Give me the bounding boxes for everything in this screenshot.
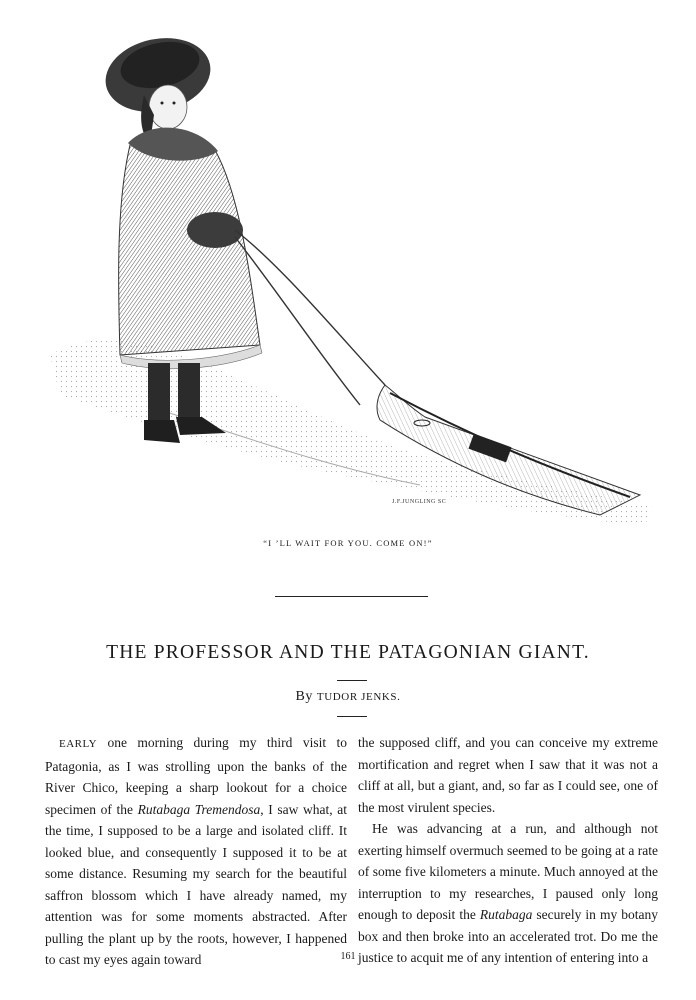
plant-name: Rutabaga Tremendosa (137, 801, 261, 817)
illustration-caption: “I ’LL WAIT FOR YOU. COME ON!” (263, 538, 433, 548)
paragraph-text: securely in my botany box and then broke into an accelerated trot. Do me the justice to acquit me of any intention of entering into a (358, 907, 658, 965)
page-number: 161 (340, 951, 356, 962)
paragraph (358, 818, 658, 969)
title-rule (337, 680, 367, 681)
paragraph-text: , I saw what, at the time, I supposed to be a large and isolated cliff. It looked blue, and consequently I supposed it to be at some distance. Resuming my search for the beautiful saffron blossom which I have already named, my attention was for some moments abstracted. After pulling the plant up by the roots, however, I happened to cast my eyes again toward (45, 801, 347, 967)
engraver-signature: J.F.JUNGLING SC (392, 499, 447, 505)
paragraph: the supposed cliff, and you can conceive my extreme mortification and regret when I saw that it was not a cliff at all, but a giant, and, so far as I could see, one of the most virulent species. (358, 735, 658, 815)
section-divider (275, 596, 428, 597)
paragraph-text: one morning during my third visit to Patagonia, as I was strolling upon the banks of the River Chico, keeping a sharp lookout for a choice specimen of the (45, 735, 347, 817)
byline (0, 689, 696, 705)
girl-with-sled-illustration (40, 25, 660, 535)
lead-word: EARLY (59, 738, 98, 750)
article-title: THE PROFESSOR AND THE PATAGONIAN GIANT. (106, 642, 590, 663)
plant-name: Rutabaga (479, 907, 533, 922)
left-column (45, 732, 347, 971)
byline-author: TUDOR JENKS. (316, 691, 401, 703)
right-column (358, 732, 658, 969)
paragraph (45, 732, 347, 971)
byline-prefix: By (295, 689, 317, 704)
byline-rule (337, 716, 367, 717)
paragraph-text: He was advancing at a run, and although not exerting himself overmuch seemed to be going at a rate of some five kilometers a minute. Much annoyed at the interruption to my researches, I paused only long enough to deposit the (358, 821, 658, 922)
